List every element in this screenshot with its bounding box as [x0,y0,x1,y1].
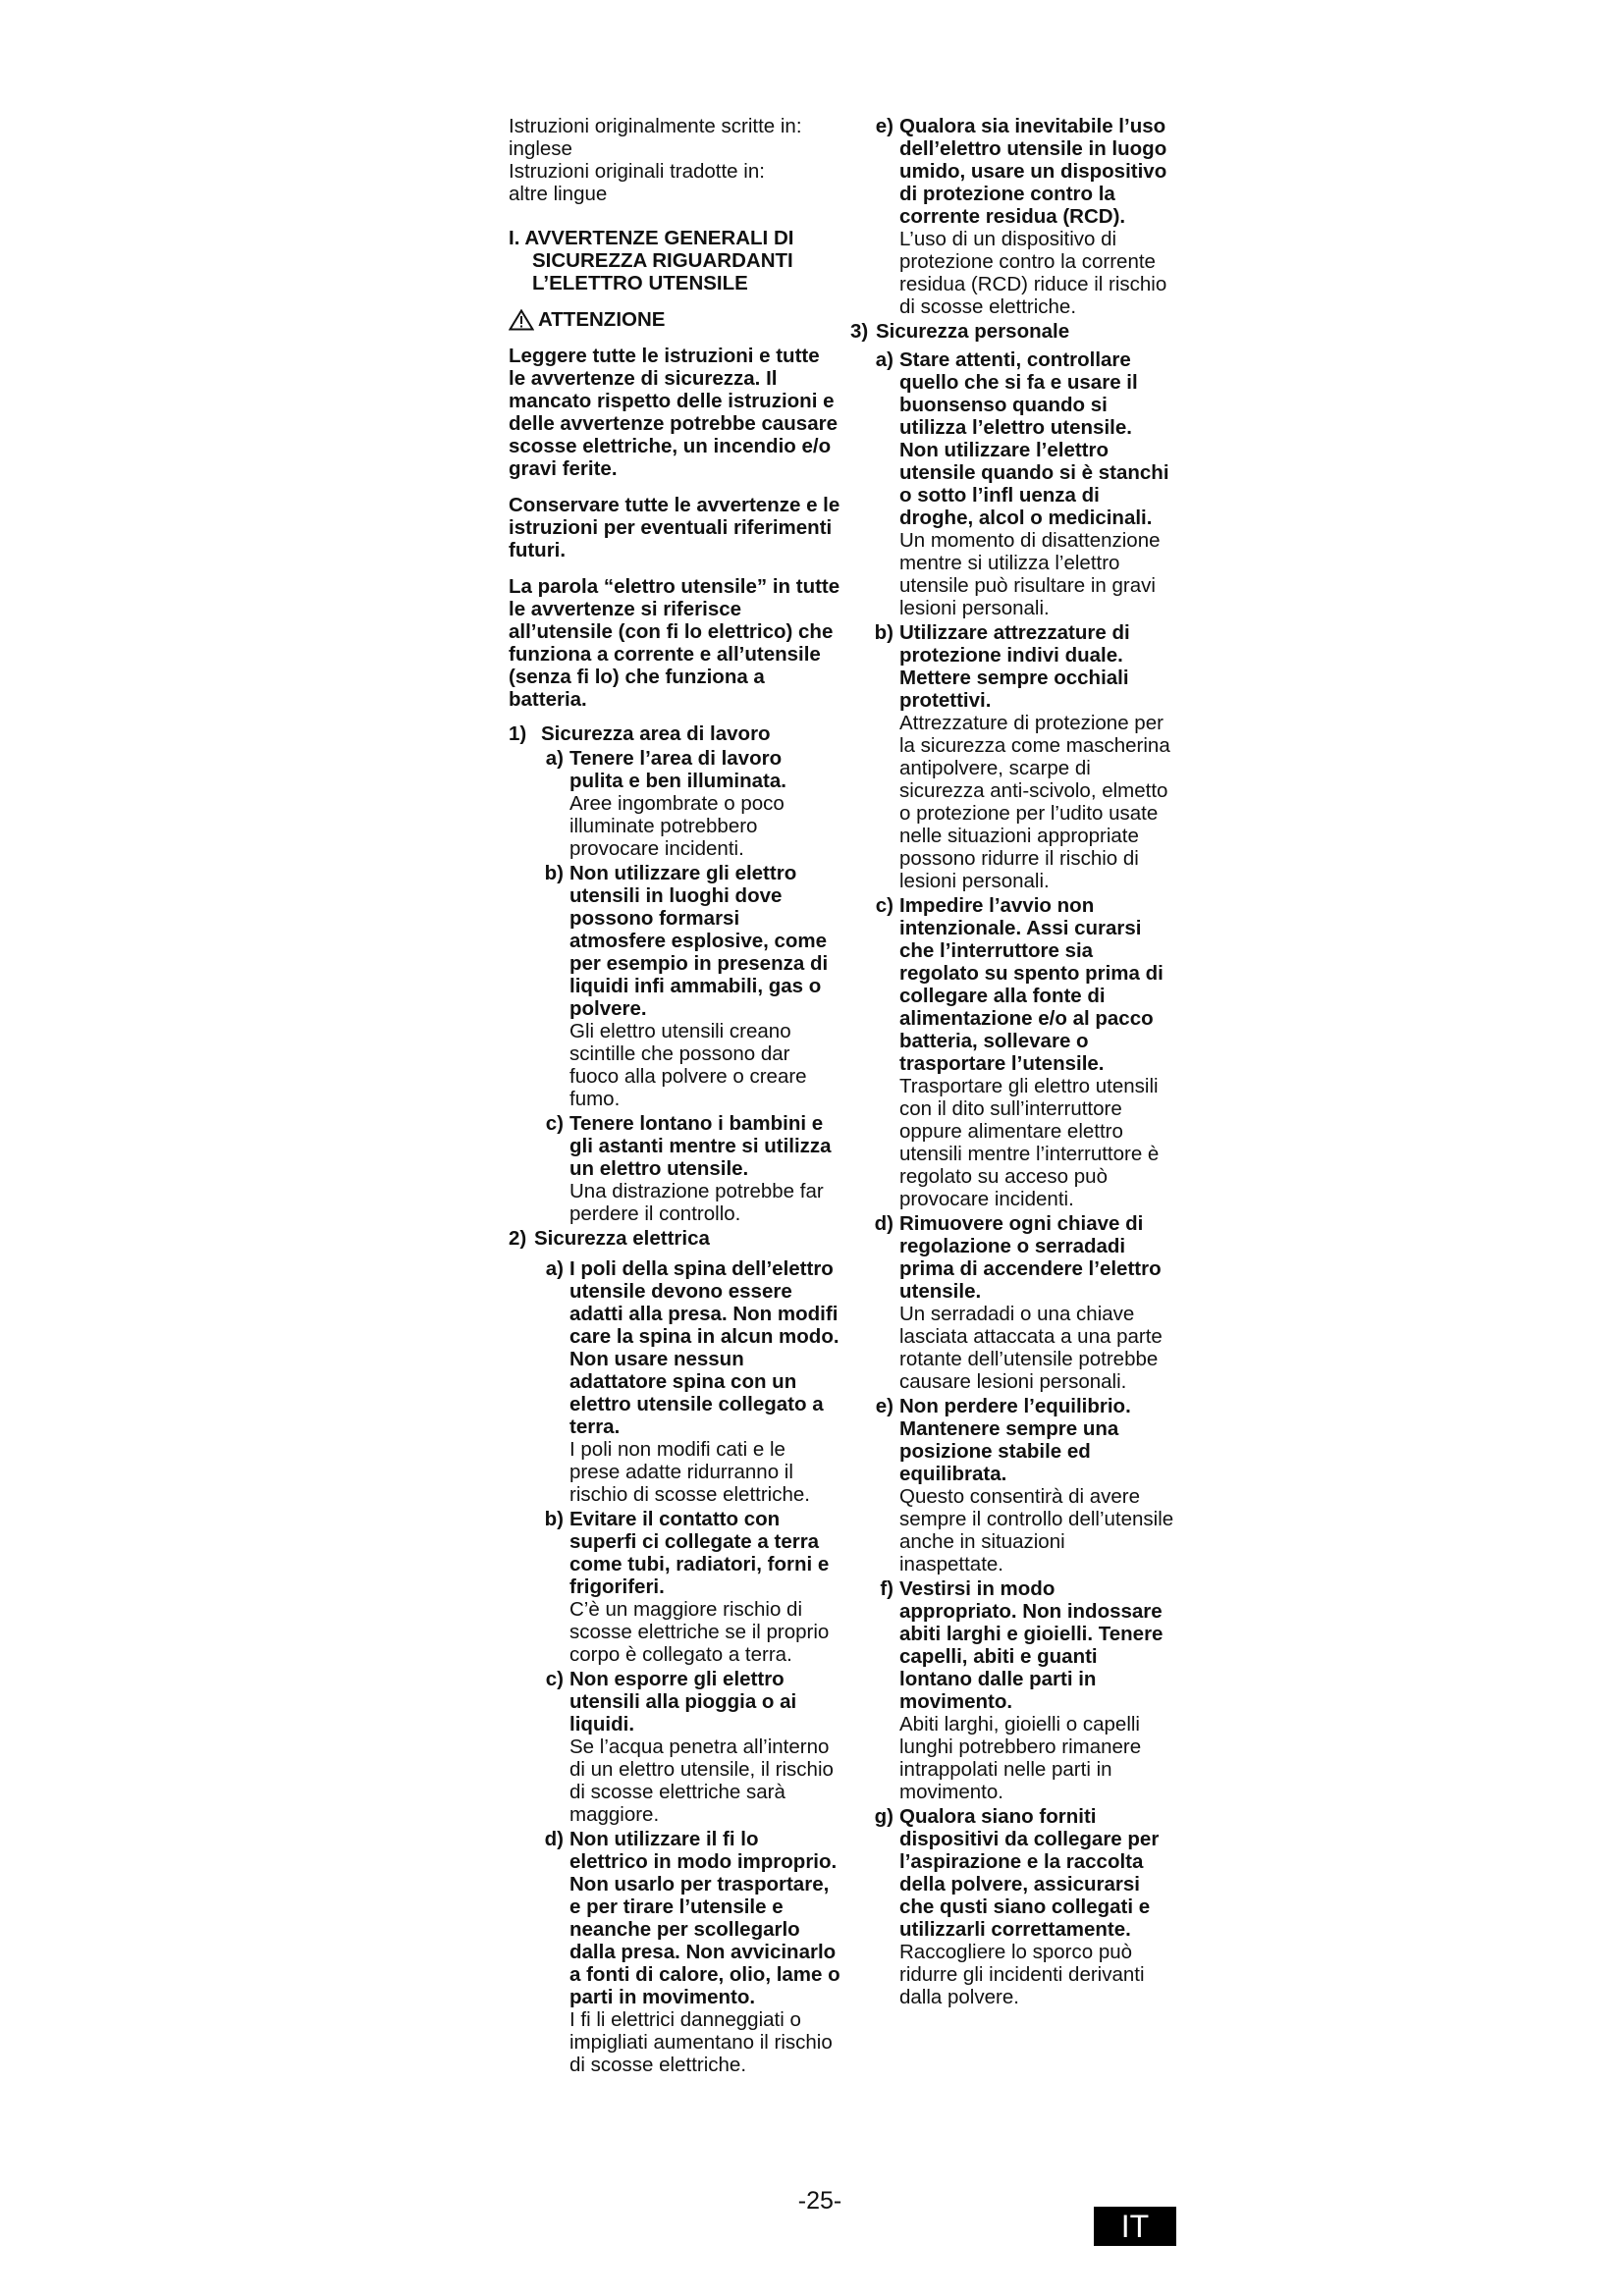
item-description: Trasportare gli elettro utensili con il dito sull’interruttore oppure alimentare elettro utensili mentre l’interruttore è regolato su acceso può provocare incidenti. [899,1075,1160,1210]
right-column [850,115,1174,2008]
item-description: Se l’acqua penetra all’interno di un elettro utensile, il rischio di scosse elettriche sarà maggiore. [569,1735,834,1826]
item-description: I poli non modifi cati e le prese adatte ridurranno il rischio di scosse elettriche. [569,1438,810,1506]
section-electrical [509,1227,840,2076]
item-label: d) [544,1828,564,1850]
item-label: a) [545,1257,564,1280]
list-item [850,621,1174,892]
item-label: d) [874,1212,893,1235]
subsection-number: 2) [509,1227,527,1250]
item-description: Attrezzature di protezione per la sicurezza come mascherina antipolvere, scarpe di sicurezza anti-scivolo, elmetto o protezione per l’udito usate nelle situazioni appropriate possono ridurre il rischio di lesioni personali. [899,712,1170,892]
subsection-title: Sicurezza personale [876,320,1070,343]
list-item [509,1668,840,1826]
item-description: Una distrazione potrebbe far perdere il controllo. [569,1180,824,1225]
page-number: -25- [797,2187,842,2215]
item-description: Gli elettro utensili creano scintille che possono dar fuoco alla polvere o creare fumo. [569,1020,807,1110]
item-title: Non esporre gli elettro utensili alla pioggia o ai liquidi. [569,1668,797,1735]
item-label: b) [544,1508,564,1530]
list-item [850,1577,1174,1803]
list-item [850,1212,1174,1393]
item-title: Qualora sia inevitabile l’uso dell’elettro utensile in luogo umido, usare un dispositivo di protezione contro la corrente residua (RCD). [899,115,1167,228]
item-description: Questo consentirà di avere sempre il controllo dell’utensile anche in situazioni inaspettate. [899,1485,1174,1575]
item-title: Evitare il contatto con superfi ci collegate a terra come tubi, radiatori, forni e frigoriferi. [569,1508,830,1598]
item-title: Tenere l’area di lavoro pulita e ben illuminata. [569,747,786,792]
list-item [850,894,1174,1210]
warning-label: ATTENZIONE [538,308,666,331]
item-title: I poli della spina dell’elettro utensile devono essere adatti alla presa. Non modifi care la spina in alcun modo. Non usare nessun adattatore spina con un elettro utensile collegato a terra. [569,1257,839,1438]
left-column [509,115,840,2076]
item-description: L’uso di un dispositivo di protezione contro la corrente residua (RCD) riduce il rischio di scosse elettriche. [899,228,1167,318]
item-title: Stare attenti, controllare quello che si fa e usare il buonsenso quando si utilizza l’elettro utensile. Non utilizzare l’elettro utensile quando si è stanchi o sotto l’infl uenza di droghe, alcol o medicinali. [899,348,1169,529]
item-label: b) [544,862,564,884]
item-label: a) [545,747,564,770]
list-item [509,747,840,860]
source-note [509,115,840,205]
source-note-line: Istruzioni originali tradotte in: [509,160,765,183]
subsection-number: 1) [509,722,527,745]
intro-paragraph: La parola “elettro utensile” in tutte le avvertenze si riferisce all’utensile (con fi lo elettrico) che funziona a corrente e all’utensile (senza fi lo) che funziona a batteria. [509,575,840,711]
item-label: g) [874,1805,893,1828]
list-item [850,348,1174,619]
language-badge: IT [1094,2207,1176,2246]
section-title: I. AVVERTENZE GENERALI DI SICUREZZA RIGUARDANTI L’ELETTRO UTENSILE [509,227,794,294]
list-item [850,1395,1174,1575]
subsection-title: Sicurezza area di lavoro [541,722,771,745]
item-description: Abiti larghi, gioielli o capelli lunghi potrebbero rimanere intrappolati nelle parti in movimento. [899,1713,1142,1803]
list-item [509,862,840,1110]
item-title: Impedire l’avvio non intenzionale. Assi curarsi che l’interruttore sia regolato su spento prima di collegare alla fonte di alimentazione e/o al pacco batteria, sollevare o trasportare l’utensile. [899,894,1164,1075]
item-label: a) [875,348,893,371]
intro-paragraph: Conservare tutte le avvertenze e le istruzioni per eventuali riferimenti futuri. [509,494,840,561]
item-title: Non perdere l’equilibrio. Mantenere sempre una posizione stabile ed equilibrata. [899,1395,1131,1485]
item-title: Utilizzare attrezzature di protezione indivi duale. Mettere sempre occhiali protettivi. [899,621,1130,712]
item-description: Un momento di disattenzione mentre si utilizza l’elettro utensile può risultare in gravi lesioni personali. [899,529,1161,619]
item-title: Rimuovere ogni chiave di regolazione o serradadi prima di accendere l’elettro utensile. [899,1212,1162,1303]
subsection-heading [509,1227,840,1250]
source-note-line: Istruzioni originalmente scritte in: [509,115,802,137]
item-label: f) [880,1577,893,1600]
source-note-line: altre lingue [509,183,608,205]
item-description: Un serradadi o una chiave lasciata attaccata a una parte rotante dell’utensile potrebbe causare lesioni personali. [899,1303,1163,1393]
list-item [509,1828,840,2076]
subsection-title: Sicurezza elettrica [534,1227,710,1250]
subsection-heading [509,722,840,745]
item-description: C’è un maggiore rischio di scosse elettriche se il proprio corpo è collegato a terra. [569,1598,830,1666]
item-label: c) [875,894,893,917]
item-label: b) [874,621,893,644]
item-label: c) [545,1112,564,1135]
subsection-heading [850,320,1174,343]
item-description: Raccogliere lo sporco può ridurre gli incidenti derivanti dalla polvere. [899,1941,1145,2008]
item-title: Vestirsi in modo appropriato. Non indossare abiti larghi e gioielli. Tenere capelli, abiti e guanti lontano dalle parti in movimento. [899,1577,1164,1713]
source-note-line: inglese [509,137,572,160]
list-item [509,1508,840,1666]
item-description: Aree ingombrate o poco illuminate potrebbero provocare incidenti. [569,792,785,860]
section-work-area [509,722,840,1225]
intro-paragraph: Leggere tutte le istruzioni e tutte le avvertenze di sicurezza. Il mancato rispetto delle istruzioni e delle avvertenze potrebbe causare scosse elettriche, un incendio e/o gravi ferite. [509,345,838,480]
item-title: Tenere lontano i bambini e gli astanti mentre si utilizza un elettro utensile. [569,1112,832,1180]
item-title: Non utilizzare il fi lo elettrico in modo improprio. Non usarlo per trasportare, e per tirare l’utensile e neanche per scollegarlo dalla presa. Non avvicinarlo a fonti di calore, olio, lame o parti in movimento. [569,1828,840,2008]
warning-heading [509,308,840,331]
list-item [509,1112,840,1225]
item-label: e) [875,1395,893,1417]
item-title: Non utilizzare gli elettro utensili in luoghi dove possono formarsi atmosfere esplosive, come per esempio in presenza di liquidi infi ammabili, gas o polvere. [569,862,829,1020]
subsection-number: 3) [850,320,869,343]
list-item [850,115,1174,318]
warning-triangle-icon [509,309,534,331]
item-description: I fi li elettrici danneggiati o impigliati aumentano il rischio di scosse elettriche. [569,2008,833,2076]
list-item [850,1805,1174,2008]
item-label: e) [875,115,893,137]
list-item [509,1257,840,1506]
item-title: Qualora siano forniti dispositivi da collegare per l’aspirazione e la raccolta della polvere, assicurarsi che qusti siano collegati e utilizzarli correttamente. [899,1805,1160,1941]
item-label: c) [545,1668,564,1690]
